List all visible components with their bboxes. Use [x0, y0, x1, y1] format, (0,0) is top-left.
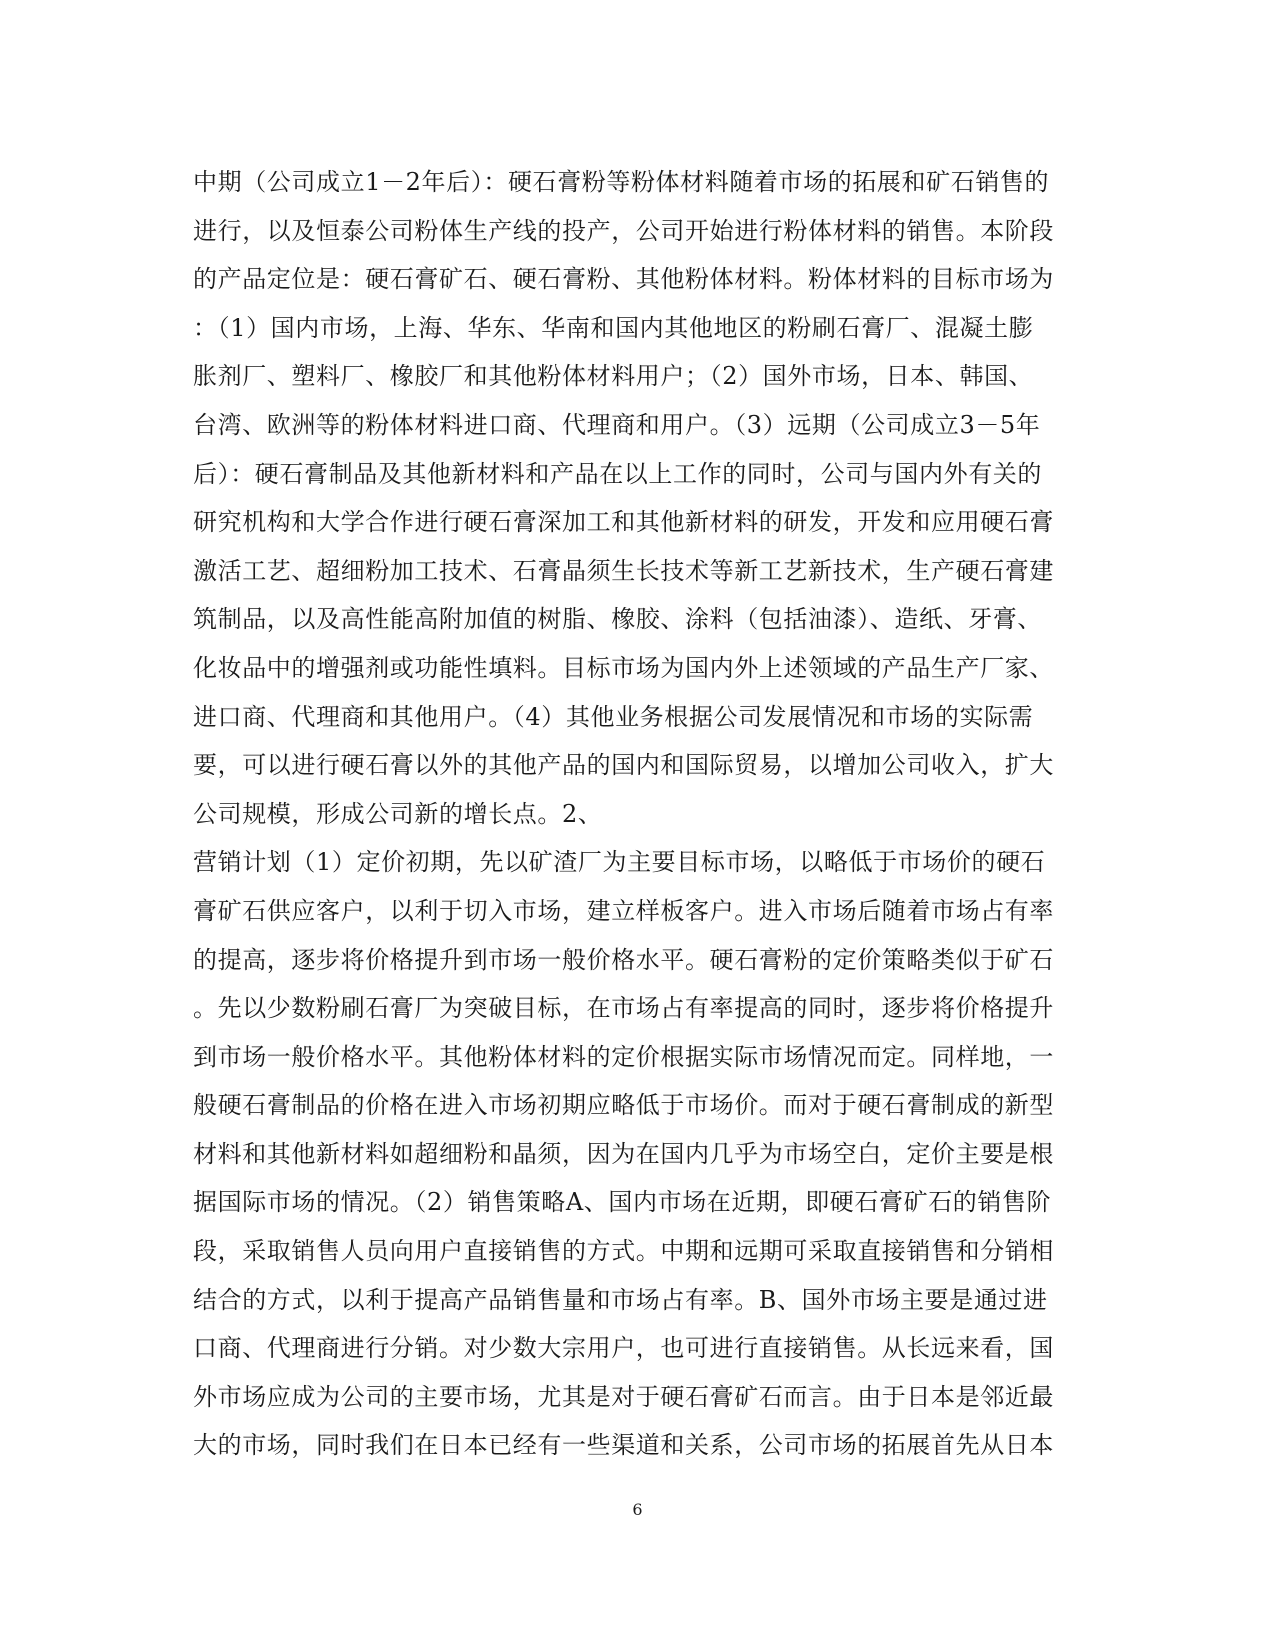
text-line: 中期（公司成立1－2年后）：硬石膏粉等粉体材料随着市场的拓展和矿石销售的: [193, 168, 1050, 196]
text-line: 后）：硬石膏制品及其他新材料和产品在以上工作的同时，公司与国内外有关的: [193, 459, 1042, 488]
text-line: 化妆品中的增强剂或功能性填料。目标市场为国内外上述领域的产品生产厂家、: [193, 653, 1054, 682]
text-line: 口商、代理商进行分销。对少数大宗用户，也可进行直接销售。从长远来看，国: [193, 1334, 1054, 1363]
text-line: 营销计划（1）定价初期，先以矿渣厂为主要目标市场，以略低于市场价的硬石: [193, 848, 1046, 877]
text-line: 研究机构和大学合作进行硬石膏深加工和其他新材料的研发，开发和应用硬石膏: [193, 508, 1054, 537]
text-line: 膏矿石供应客户，以利于切入市场，建立样板客户。进入市场后随着市场占有率: [193, 896, 1054, 925]
text-line: 的提高，逐步将价格提升到市场一般价格水平。硬石膏粉的定价策略类似于矿石: [193, 945, 1054, 974]
text-line: 。先以少数粉刷石膏厂为突破目标，在市场占有率提高的同时，逐步将价格提升: [193, 994, 1054, 1023]
text-line: 据国际市场的情况。（2）销售策略A、国内市场在近期，即硬石膏矿石的销售阶: [193, 1188, 1052, 1217]
text-line: 公司规模，形成公司新的增长点。2、: [193, 799, 603, 828]
text-line: 胀剂厂、塑料厂、橡胶厂和其他粉体材料用户；（2）国外市场，日本、韩国、: [193, 362, 1034, 391]
text-line: 进口商、代理商和其他用户。（4）其他业务根据公司发展情况和市场的实际需: [193, 702, 1034, 731]
text-line: 材料和其他新材料如超细粉和晶须，因为在国内几乎为市场空白，定价主要是根: [193, 1139, 1054, 1168]
text-line: 般硬石膏制品的价格在进入市场初期应略低于市场价。而对于硬石膏制成的新型: [193, 1091, 1054, 1120]
page-number: 6: [632, 1500, 643, 1519]
text-line: 到市场一般价格水平。其他粉体材料的定价根据实际市场情况而定。同样地，一: [193, 1042, 1054, 1071]
text-line: 筑制品，以及高性能高附加值的树脂、橡胶、涂料（包括油漆）、造纸、牙膏、: [193, 605, 1042, 634]
text-line: 要，可以进行硬石膏以外的其他产品的国内和国际贸易，以增加公司收入，扩大: [193, 751, 1054, 780]
text-line: 激活工艺、超细粉加工技术、石膏晶须生长技术等新工艺新技术，生产硬石膏建: [193, 556, 1054, 585]
text-line: 段，采取销售人员向用户直接销售的方式。中期和远期可采取直接销售和分销相: [193, 1237, 1054, 1266]
text-line: 外市场应成为公司的主要市场，尤其是对于硬石膏矿石而言。由于日本是邻近最: [193, 1382, 1054, 1411]
body-text: [193, 158, 1073, 1470]
text-line: ：（1）国内市场，上海、华东、华南和国内其他地区的粉刷石膏厂、混凝土膨: [193, 313, 1034, 342]
text-line: 进行，以及恒泰公司粉体生产线的投产，公司开始进行粉体材料的销售。本阶段: [193, 216, 1054, 245]
text-line: 的产品定位是：硬石膏矿石、硬石膏粉、其他粉体材料。粉体材料的目标市场为: [193, 265, 1054, 294]
text-line: 台湾、欧洲等的粉体材料进口商、代理商和用户。（3）远期（公司成立3－5年: [193, 410, 1041, 439]
text-line: 大的市场，同时我们在日本已经有一些渠道和关系，公司市场的拓展首先从日本: [193, 1431, 1054, 1460]
text-line: 结合的方式，以利于提高产品销售量和市场占有率。B、国外市场主要是通过进: [193, 1285, 1048, 1314]
